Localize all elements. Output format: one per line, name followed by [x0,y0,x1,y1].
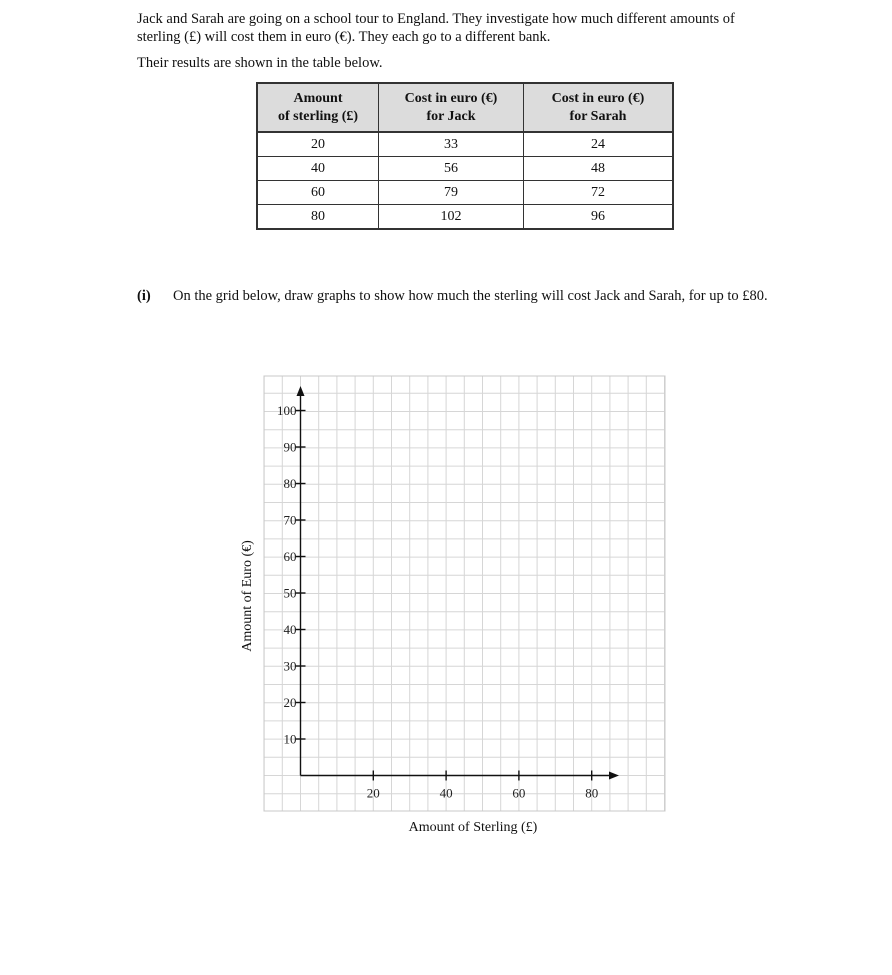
x-tick-label: 80 [585,785,599,801]
cell-jack: 102 [379,205,524,230]
cell-sterling: 40 [257,157,379,181]
chart-ticks [277,403,598,801]
cell-jack: 56 [379,157,524,181]
y-tick-label: 60 [283,549,297,564]
y-axis-arrow-icon [297,386,305,396]
cell-sterling: 20 [257,132,379,157]
y-tick-label: 30 [283,658,297,674]
cell-sterling: 60 [257,181,379,205]
cell-jack: 79 [379,181,524,205]
x-tick-label: 60 [512,785,526,801]
y-tick-label: 50 [283,585,297,601]
question-number: (i) [137,288,151,304]
y-axis-title: Amount of Euro (€) [240,540,255,652]
y-tick-label: 100 [277,403,297,418]
x-tick-label: 40 [439,785,453,801]
header-sterling-line2: of sterling (£) [277,108,359,124]
cell-sarah: 48 [524,157,674,181]
grid-lines [264,376,665,811]
cell-sarah: 24 [524,132,674,157]
cell-jack: 33 [379,132,524,157]
y-tick-label: 70 [283,512,297,528]
question-text: On the grid below, draw graphs to show how much the sterling will cost Jack and Sarah, for up to £80. [173,288,768,304]
x-axis-title: Amount of Sterling (£) [408,820,538,835]
y-tick-label: 20 [283,695,297,710]
cell-sarah: 96 [524,205,674,230]
header-sarah-line1: Cost in euro (€) [551,90,645,106]
cell-sterling: 80 [257,205,379,230]
intro-table-note: Their results are shown in the table below. [137,55,383,71]
cell-sarah: 72 [524,181,674,205]
header-jack-line2: for Jack [426,108,476,124]
intro-paragraph: Jack and Sarah are going on a school tour to England. They investigate how much different amounts of sterling (£) will cost them in euro (€). They each go to a different bank. [137,11,735,45]
header-sarah-line2: for Sarah [569,108,627,124]
y-tick-label: 80 [283,476,297,491]
y-tick-label: 40 [283,622,297,637]
header-jack-line1: Cost in euro (€) [404,90,498,106]
header-sterling-line1: Amount [293,90,343,106]
y-tick-label: 90 [283,439,297,455]
x-axis-arrow-icon [609,772,619,780]
y-tick-label: 10 [283,731,297,747]
x-tick-label: 20 [366,785,380,801]
